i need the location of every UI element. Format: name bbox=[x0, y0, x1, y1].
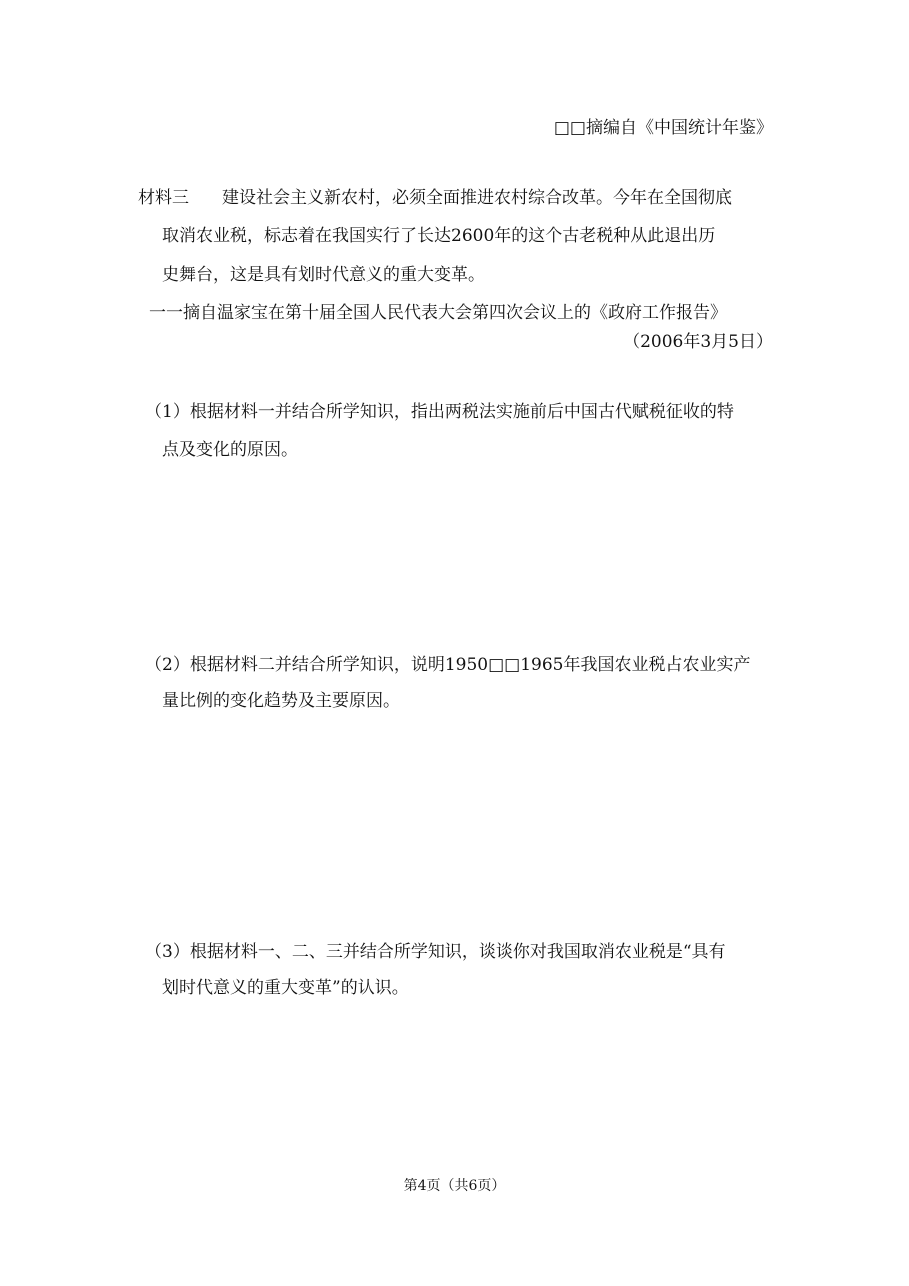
question-1-line-2: 点及变化的原因。 bbox=[162, 440, 298, 460]
question-1-line-1: （1）根据材料一并结合所学知识，指出两税法实施前后中国古代赋税征收的特 bbox=[145, 402, 734, 422]
material-3-source: 一一摘自温家宝在第十届全国人民代表大会第四次会议上的《政府工作报告》 bbox=[149, 303, 727, 323]
source-citation: □□摘编自《中国统计年鉴》 bbox=[553, 118, 773, 138]
material-3-line-3: 史舞台，这是具有划时代意义的重大变革。 bbox=[162, 265, 485, 285]
question-2-line-2: 量比例的变化趋势及主要原因。 bbox=[162, 691, 400, 711]
material-3-line-2: 取消农业税，标志着在我国实行了长达2600年的这个古老税种从此退出历 bbox=[162, 226, 716, 246]
material-3-line-1: 建设社会主义新农村，必须全面推进农村综合改革。今年在全国彻底 bbox=[222, 188, 732, 208]
question-3-line-1: （3）根据材料一、二、三并结合所学知识，谈谈你对我国取消农业税是“具有 bbox=[145, 942, 726, 962]
material-3-date: （2006年3月5日） bbox=[623, 332, 773, 352]
question-2-line-1: （2）根据材料二并结合所学知识，说明1950□□1965年我国农业税占农业实产 bbox=[145, 655, 751, 675]
question-3-line-2: 划时代意义的重大变革”的认识。 bbox=[162, 978, 409, 998]
page-footer: 第4页（共6页） bbox=[403, 1178, 506, 1194]
material-3-label: 材料三 bbox=[138, 188, 189, 208]
